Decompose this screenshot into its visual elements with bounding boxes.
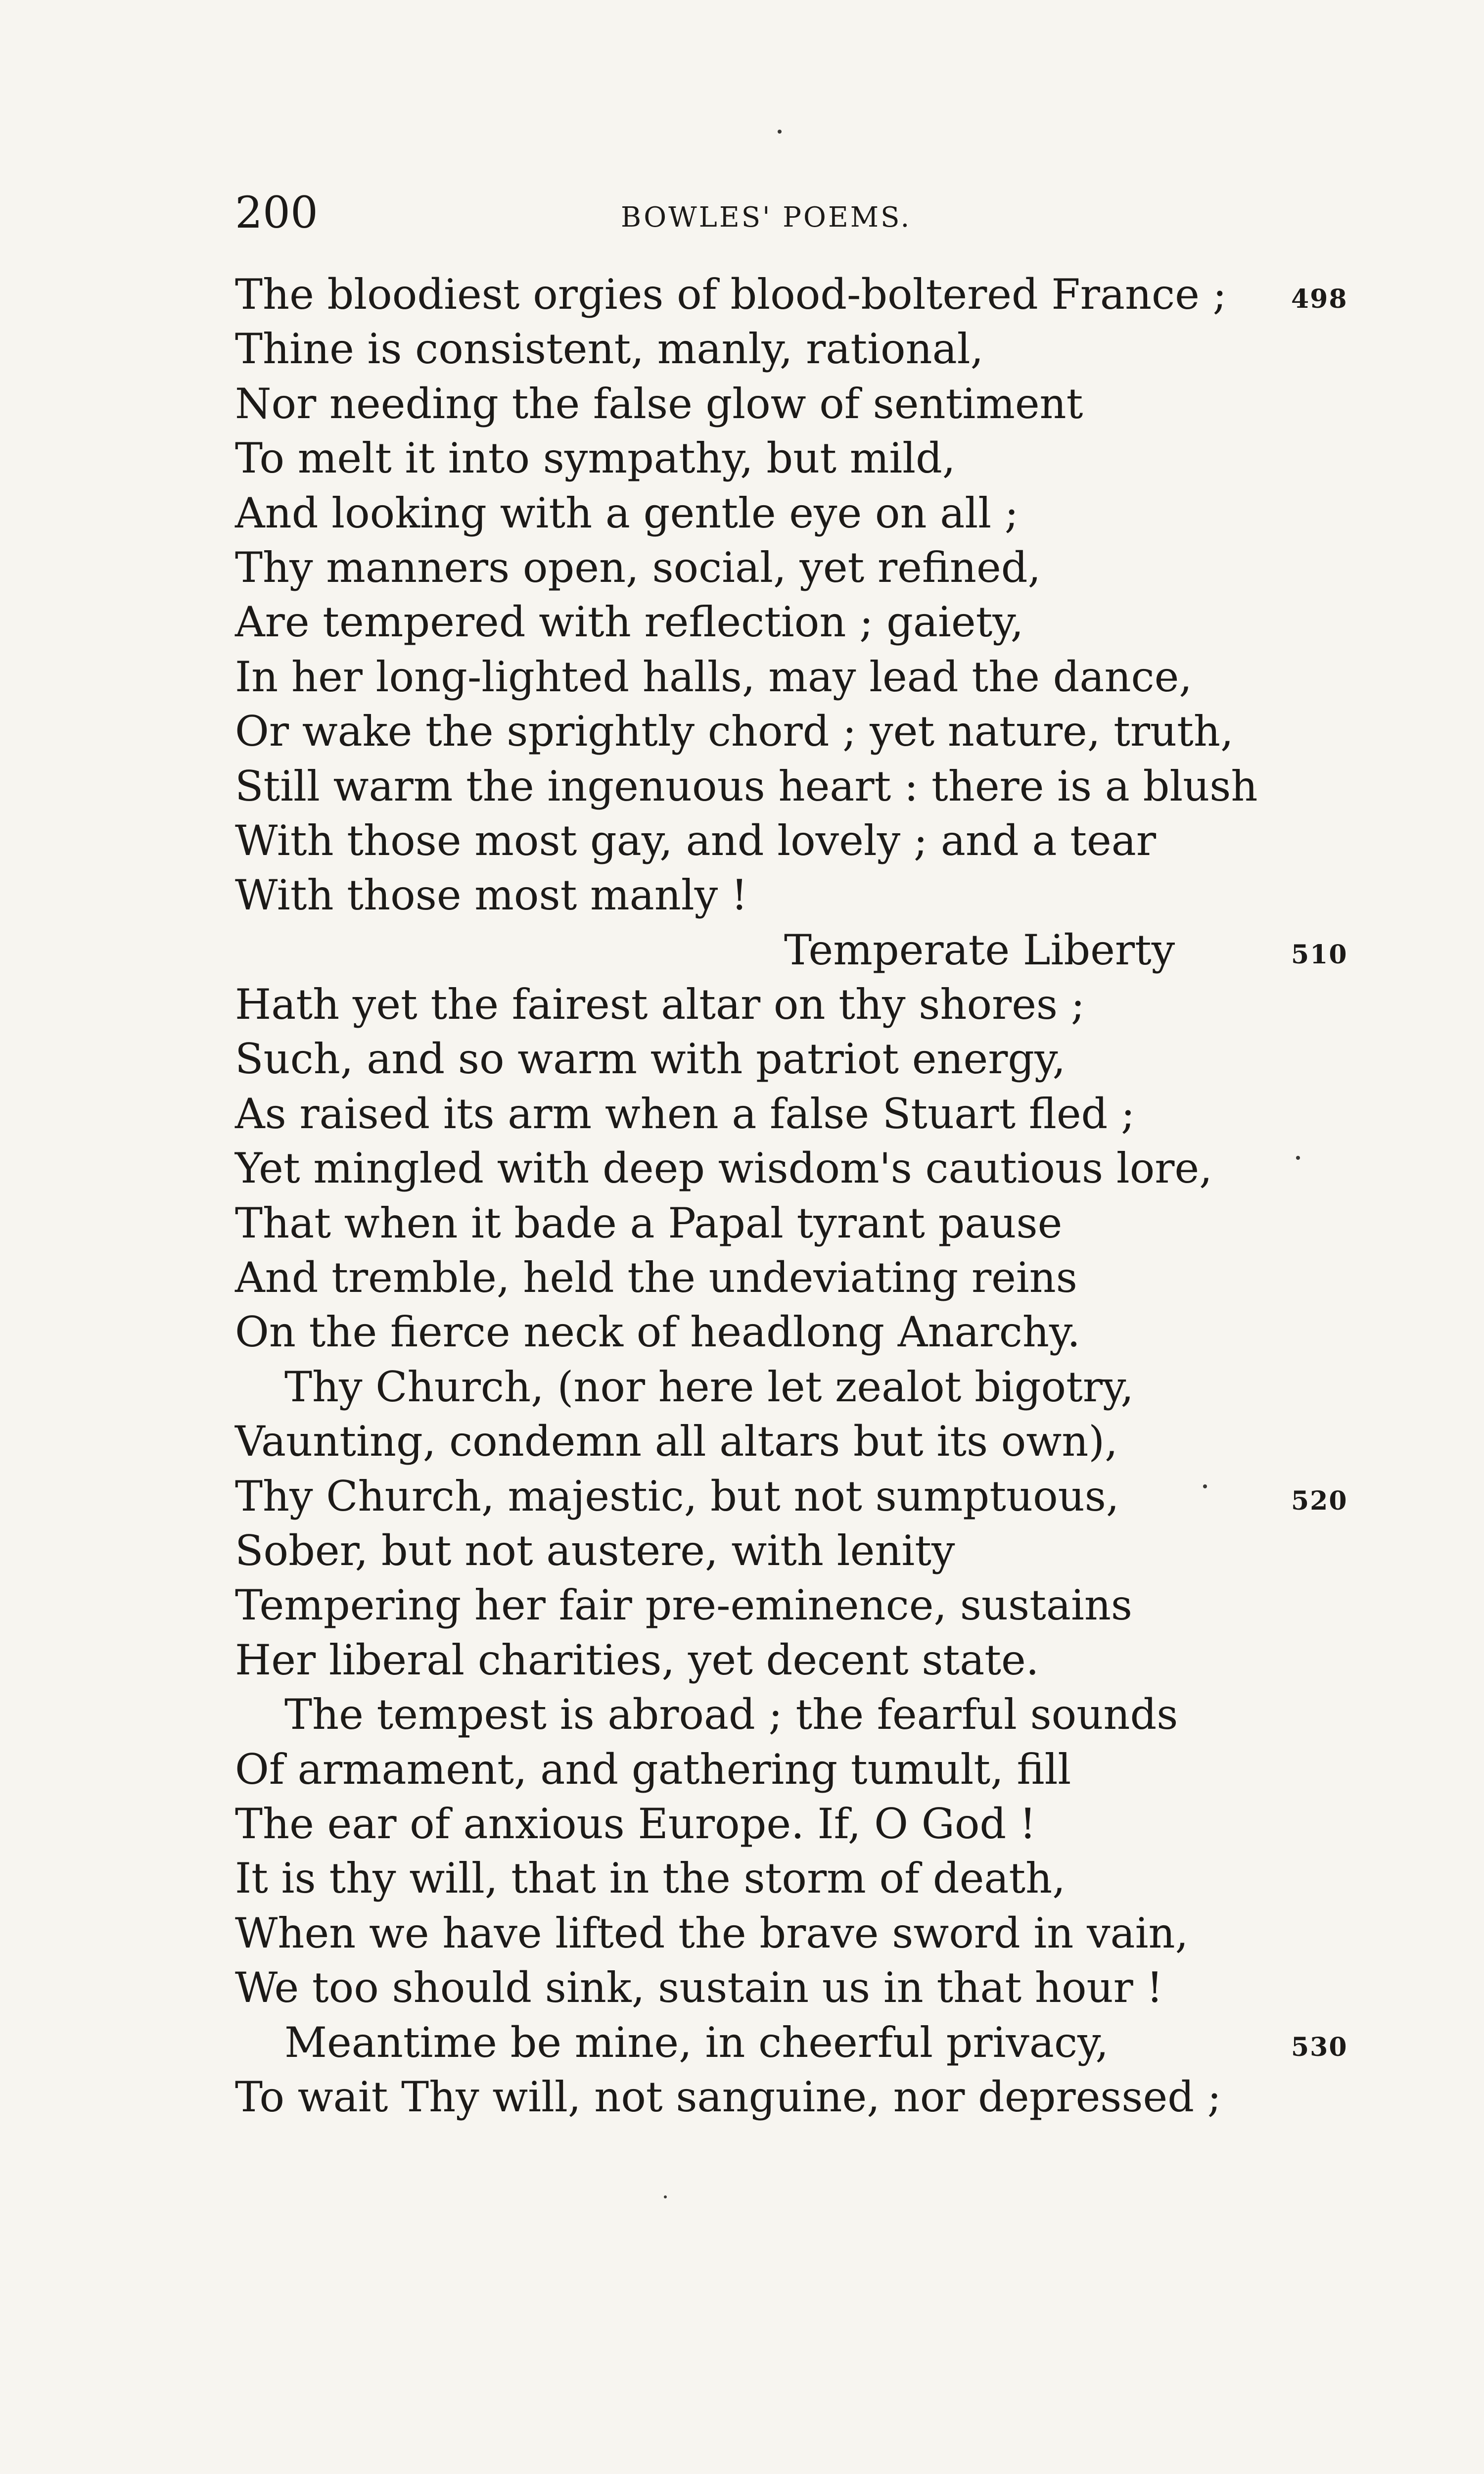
line-number: 510 (1291, 939, 1348, 970)
poem-line-text: Thy Church, majestic, but not sumptuous, (235, 1472, 1119, 1521)
poem-line (235, 1032, 1298, 1086)
poem-line-text: Meantime be mine, in cheerful privacy, (284, 2018, 1109, 2067)
poem-line (235, 1851, 1298, 1905)
poem-line-text: The ear of anxious Europe. If, O God ! (235, 1799, 1036, 1848)
poem-line-text: As raised its arm when a false Stuart fled ; (235, 1089, 1135, 1138)
poem-line-text: When we have lifted the brave sword in vain, (235, 1908, 1189, 1957)
poem-line-text: The tempest is abroad ; the fearful sounds (284, 1690, 1178, 1739)
poem-line-text: On the fierce neck of headlong Anarchy. (235, 1308, 1080, 1357)
poem-line-text: To wait Thy will, not sanguine, nor depressed ; (235, 2072, 1221, 2121)
poem-line-text: The bloodiest orgies of blood-boltered France ; (235, 270, 1227, 319)
poem-line (235, 650, 1298, 704)
poem-line (235, 431, 1298, 485)
print-speck (778, 130, 782, 134)
poem-line-text: Her liberal charities, yet decent state. (235, 1635, 1039, 1684)
poem-line (235, 1687, 1298, 1742)
page-header (235, 178, 1200, 247)
poem-line-text: That when it bade a Papal tyrant pause (235, 1198, 1063, 1247)
poem-line (235, 377, 1298, 431)
poem-line-text: Still warm the ingenuous heart : there is a blush (235, 761, 1258, 810)
poem-line (235, 868, 1298, 922)
poem-line (235, 1250, 1298, 1305)
poem-line (235, 1087, 1298, 1141)
poem-line-text: Of armament, and gathering tumult, fill (235, 1745, 1071, 1794)
line-number: 520 (1291, 1485, 1348, 1516)
line-number: 530 (1291, 2032, 1348, 2062)
poem-line-text: To melt it into sympathy, but mild, (235, 434, 956, 483)
poem-line (235, 1742, 1298, 1797)
poem-line-text: Such, and so warm with patriot energy, (235, 1035, 1066, 1084)
running-head: BOWLES' POEMS. (621, 201, 912, 234)
poem-line (235, 1906, 1298, 1960)
poem-line-text: And looking with a gentle eye on all ; (235, 488, 1019, 537)
poem-line-text: Thine is consistent, manly, rational, (235, 325, 984, 374)
page-number: 200 (235, 187, 318, 238)
poem-line (235, 1960, 1298, 2015)
poem-line (235, 267, 1348, 322)
print-speck (664, 2195, 667, 2198)
poem-line (235, 1633, 1298, 1687)
poem-line (235, 486, 1298, 540)
line-number: 498 (1291, 284, 1348, 314)
poem-line-text: We too should sink, sustain us in that hour ! (235, 1963, 1163, 2012)
poem-line-text: It is thy will, that in the storm of death, (235, 1854, 1066, 1903)
poem-line-text: Thy manners open, social, yet refined, (235, 543, 1041, 592)
poem-line-text: Hath yet the fairest altar on thy shores ; (235, 980, 1085, 1029)
poem-line-text: Sober, but not austere, with lenity (235, 1526, 955, 1575)
poem-line (235, 595, 1298, 649)
poem-line (235, 704, 1298, 759)
poem-line-text: Nor needing the false glow of sentiment (235, 379, 1083, 428)
poem-line-text: Are tempered with reflection ; gaiety, (235, 598, 1024, 647)
poem-line (235, 1414, 1298, 1469)
poem-line (235, 322, 1298, 376)
poem-line-text: Vaunting, condemn all altars but its own), (235, 1417, 1118, 1466)
poem-line (235, 1360, 1298, 1414)
poem-line-text: Thy Church, (nor here let zealot bigotry, (284, 1362, 1134, 1411)
poem-line (235, 1797, 1298, 1851)
print-speck (1296, 1156, 1300, 1160)
poem-line-text: With those most gay, and lovely ; and a tear (235, 816, 1156, 865)
poem-line (235, 1196, 1298, 1250)
poem-line-text: And tremble, held the undeviating reins (235, 1253, 1077, 1302)
poem-line (235, 813, 1298, 868)
poem-line (235, 1305, 1298, 1359)
poem-line (235, 1469, 1348, 1523)
poem-line (235, 923, 1348, 977)
poem-line (235, 1578, 1298, 1632)
poem-line (235, 2015, 1348, 2070)
poem-line-text: Temperate Liberty (784, 925, 1175, 974)
poem-text (235, 267, 1348, 2124)
poem-line-text: With those most manly ! (235, 871, 748, 920)
poem-line-text: Or wake the sprightly chord ; yet nature, truth, (235, 707, 1234, 756)
poem-line (235, 1523, 1298, 1578)
poem-line-text: Yet mingled with deep wisdom's cautious lore, (235, 1144, 1212, 1193)
poem-line-text: Tempering her fair pre-eminence, sustains (235, 1581, 1133, 1630)
poem-line-text: In her long-lighted halls, may lead the dance, (235, 652, 1192, 701)
poem-line (235, 540, 1298, 595)
poem-line (235, 977, 1298, 1032)
poem-line (235, 759, 1298, 813)
poem-line (235, 2070, 1298, 2124)
poem-line (235, 1141, 1298, 1195)
print-speck (1203, 1484, 1207, 1488)
